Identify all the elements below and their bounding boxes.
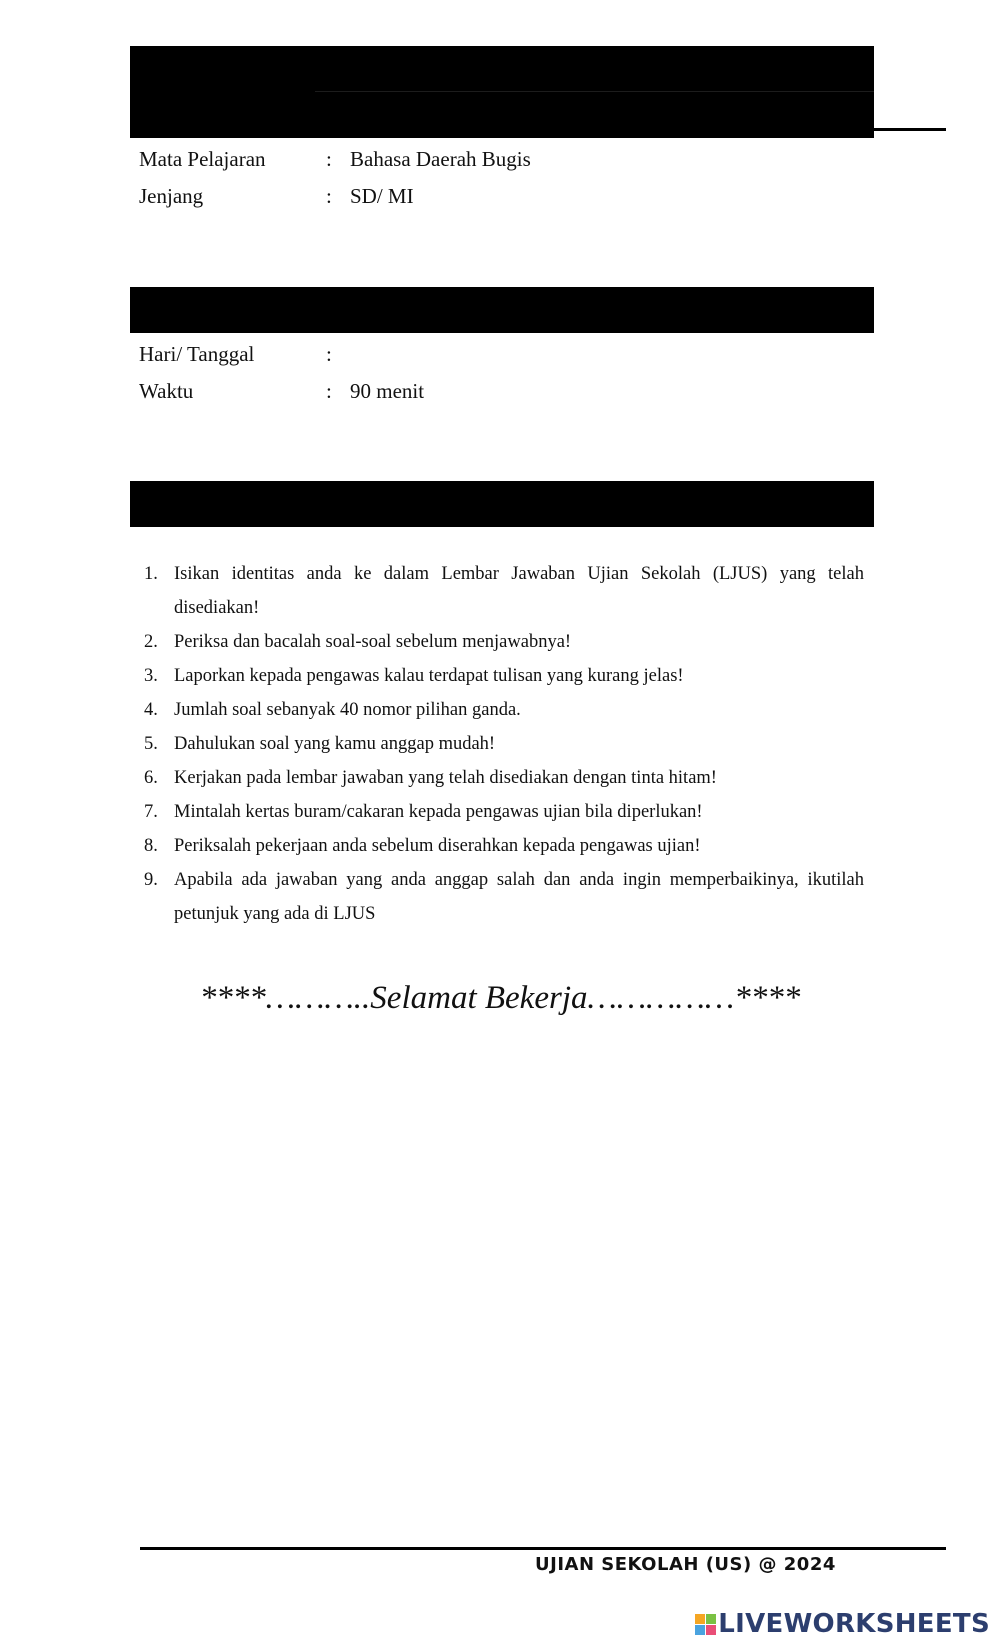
subject-colon: : bbox=[326, 147, 332, 171]
header-bar-seam bbox=[315, 91, 874, 92]
instruction-text: Laporkan kepada pengawas kalau terdapat tulisan yang kurang jelas! bbox=[174, 666, 684, 686]
instruction-text: Mintalah kertas buram/cakaran kepada pengawas ujian bila diperlukan! bbox=[174, 802, 703, 822]
instruction-number: 5. bbox=[144, 734, 158, 754]
instruction-item bbox=[140, 693, 864, 727]
instruction-number: 2. bbox=[144, 632, 158, 652]
instruction-text: Periksalah pekerjaan anda sebelum diserahkan kepada pengawas ujian! bbox=[174, 836, 701, 856]
footer-exam-label: UJIAN SEKOLAH (US) @ 2024 bbox=[535, 1554, 836, 1575]
closing-greeting: ****………..Selamat Bekerja……………**** bbox=[199, 980, 801, 1016]
instruction-text: Apabila ada jawaban yang anda anggap salah dan anda ingin memperbaikinya, ikutilah petunjuk yang ada di LJUS bbox=[174, 870, 864, 924]
instruction-number: 9. bbox=[144, 870, 158, 890]
instruction-text: Periksa dan bacalah soal-soal sebelum menjawabnya! bbox=[174, 632, 572, 652]
instruction-item bbox=[140, 625, 864, 659]
instruction-item bbox=[140, 727, 864, 761]
liveworksheets-wordmark: LIVEWORKSHEETS bbox=[718, 1609, 990, 1639]
footer-rule bbox=[140, 1547, 946, 1550]
liveworksheets-brand[interactable] bbox=[695, 1609, 990, 1639]
instruction-text: Jumlah soal sebanyak 40 nomor pilihan ganda. bbox=[174, 700, 521, 720]
time-colon: : bbox=[326, 379, 332, 403]
level-colon: : bbox=[326, 184, 332, 208]
instruction-number: 8. bbox=[144, 836, 158, 856]
liveworksheets-logo-icon bbox=[695, 1614, 716, 1635]
date-colon: : bbox=[326, 342, 332, 366]
instruction-item bbox=[140, 557, 864, 625]
subject-label: Mata Pelajaran bbox=[139, 147, 266, 171]
level-value: SD/ MI bbox=[350, 184, 414, 208]
time-label: Waktu bbox=[139, 379, 194, 403]
instruction-text: Dahulukan soal yang kamu anggap mudah! bbox=[174, 734, 496, 754]
header-black-bar bbox=[130, 46, 874, 138]
instruction-item bbox=[140, 761, 864, 795]
instruction-number: 3. bbox=[144, 666, 158, 686]
schedule-black-bar bbox=[130, 287, 874, 333]
instruction-number: 1. bbox=[144, 564, 158, 584]
instruction-text: Isikan identitas anda ke dalam Lembar Jawaban Ujian Sekolah (LJUS) yang telah disediakan! bbox=[174, 564, 864, 618]
instructions-black-bar bbox=[130, 481, 874, 527]
instruction-item bbox=[140, 659, 864, 693]
instruction-item bbox=[140, 795, 864, 829]
instruction-text: Kerjakan pada lembar jawaban yang telah disediakan dengan tinta hitam! bbox=[174, 768, 717, 788]
instruction-number: 7. bbox=[144, 802, 158, 822]
instructions-list bbox=[140, 557, 864, 931]
date-label: Hari/ Tanggal bbox=[139, 342, 255, 366]
instruction-number: 4. bbox=[144, 700, 158, 720]
header-rule bbox=[874, 128, 946, 131]
instruction-number: 6. bbox=[144, 768, 158, 788]
time-value: 90 menit bbox=[350, 379, 425, 403]
instruction-item bbox=[140, 829, 864, 863]
instruction-item bbox=[140, 863, 864, 931]
level-label: Jenjang bbox=[139, 184, 204, 208]
subject-value: Bahasa Daerah Bugis bbox=[350, 147, 531, 171]
